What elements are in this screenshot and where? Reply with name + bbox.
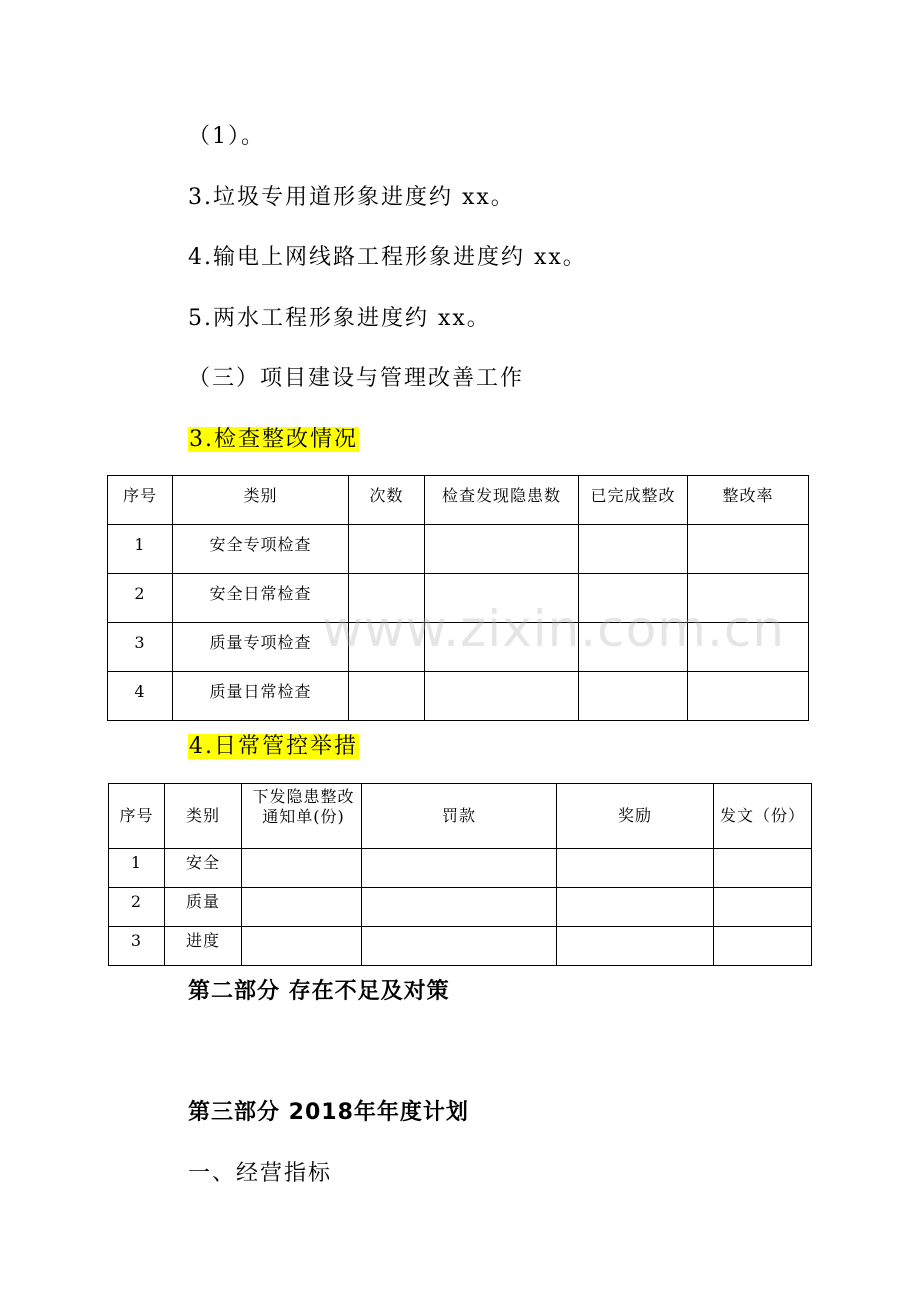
- header-cell: 类别: [173, 476, 349, 525]
- table-cell: 质量专项检查: [173, 623, 349, 672]
- table-row: [109, 888, 812, 927]
- table-cell: [349, 672, 425, 721]
- table-cell: 安全日常检查: [173, 574, 349, 623]
- table-cell: 1: [109, 849, 165, 888]
- table-cell: [425, 623, 579, 672]
- table-cell: [362, 927, 557, 966]
- header-cell: 奖励: [557, 784, 714, 849]
- table-cell: [579, 525, 688, 574]
- header-cell: 罚款: [362, 784, 557, 849]
- table-row: [108, 623, 809, 672]
- table-cell: 3: [108, 623, 173, 672]
- table-cell: [362, 849, 557, 888]
- header-cell: 整改率: [688, 476, 809, 525]
- table-row: [109, 849, 812, 888]
- table-cell: [349, 574, 425, 623]
- header-cell: 序号: [108, 476, 173, 525]
- table-cell: 4: [108, 672, 173, 721]
- part-two-heading: 第二部分 存在不足及对策: [188, 979, 450, 1004]
- table-cell: [688, 574, 809, 623]
- table-row: [108, 672, 809, 721]
- table-cell: 2: [108, 574, 173, 623]
- table-cell: [362, 888, 557, 927]
- table-cell: [579, 574, 688, 623]
- header-cell: 类别: [165, 784, 242, 849]
- table-cell: [688, 525, 809, 574]
- controls-table: [108, 783, 812, 966]
- table-cell: 3: [109, 927, 165, 966]
- table-cell: [242, 888, 362, 927]
- table-cell: [714, 888, 812, 927]
- paragraph-line-4: 5.两水工程形象进度约 xx。: [188, 306, 491, 331]
- highlight: 4.日常管控举措: [189, 734, 358, 759]
- table-cell: [579, 672, 688, 721]
- subsection-heading: 一、经营指标: [188, 1161, 333, 1186]
- table-cell: [425, 574, 579, 623]
- table-cell: [425, 525, 579, 574]
- paragraph-line-3: 4.输电上网线路工程形象进度约 xx。: [188, 245, 587, 270]
- header-cell: 已完成整改: [579, 476, 688, 525]
- table-cell: [557, 927, 714, 966]
- header-cell: 发文（份）: [714, 784, 812, 849]
- table-cell: 进度: [165, 927, 242, 966]
- inspection-table: [107, 475, 809, 721]
- table-cell: 安全专项检查: [173, 525, 349, 574]
- header-cell: 次数: [349, 476, 425, 525]
- table-cell: [557, 849, 714, 888]
- table-cell: 安全: [165, 849, 242, 888]
- highlighted-heading-controls: [188, 732, 359, 762]
- table-cell: [242, 849, 362, 888]
- paragraph-line-2: 3.垃圾专用道形象进度约 xx。: [188, 185, 515, 210]
- table-cell: [714, 849, 812, 888]
- table-header-row: [108, 476, 809, 525]
- table-cell: [714, 927, 812, 966]
- highlighted-heading-inspection: [188, 425, 359, 455]
- table-cell: [579, 623, 688, 672]
- table-cell: [349, 525, 425, 574]
- table-row: [108, 574, 809, 623]
- table-cell: 2: [109, 888, 165, 927]
- table-cell: [557, 888, 714, 927]
- watermark: www.zixin.com.cn: [322, 600, 786, 658]
- paragraph-line-1: （1）。: [188, 124, 265, 149]
- table-cell: [688, 623, 809, 672]
- header-cell: 下发隐患整改通知单(份): [242, 784, 362, 849]
- header-cell: 序号: [109, 784, 165, 849]
- table-cell: [242, 927, 362, 966]
- table-cell: [425, 672, 579, 721]
- section-heading: （三）项目建设与管理改善工作: [188, 366, 525, 391]
- table-cell: [349, 623, 425, 672]
- part-three-heading: 第三部分 2018年年度计划: [188, 1100, 469, 1125]
- table-row: [109, 927, 812, 966]
- table-row: [108, 525, 809, 574]
- table-cell: 1: [108, 525, 173, 574]
- table-header-row: [109, 784, 812, 849]
- table-cell: 质量日常检查: [173, 672, 349, 721]
- header-cell: 检查发现隐患数: [425, 476, 579, 525]
- highlight: 3.检查整改情况: [189, 427, 358, 452]
- table-cell: 质量: [165, 888, 242, 927]
- table-cell: [688, 672, 809, 721]
